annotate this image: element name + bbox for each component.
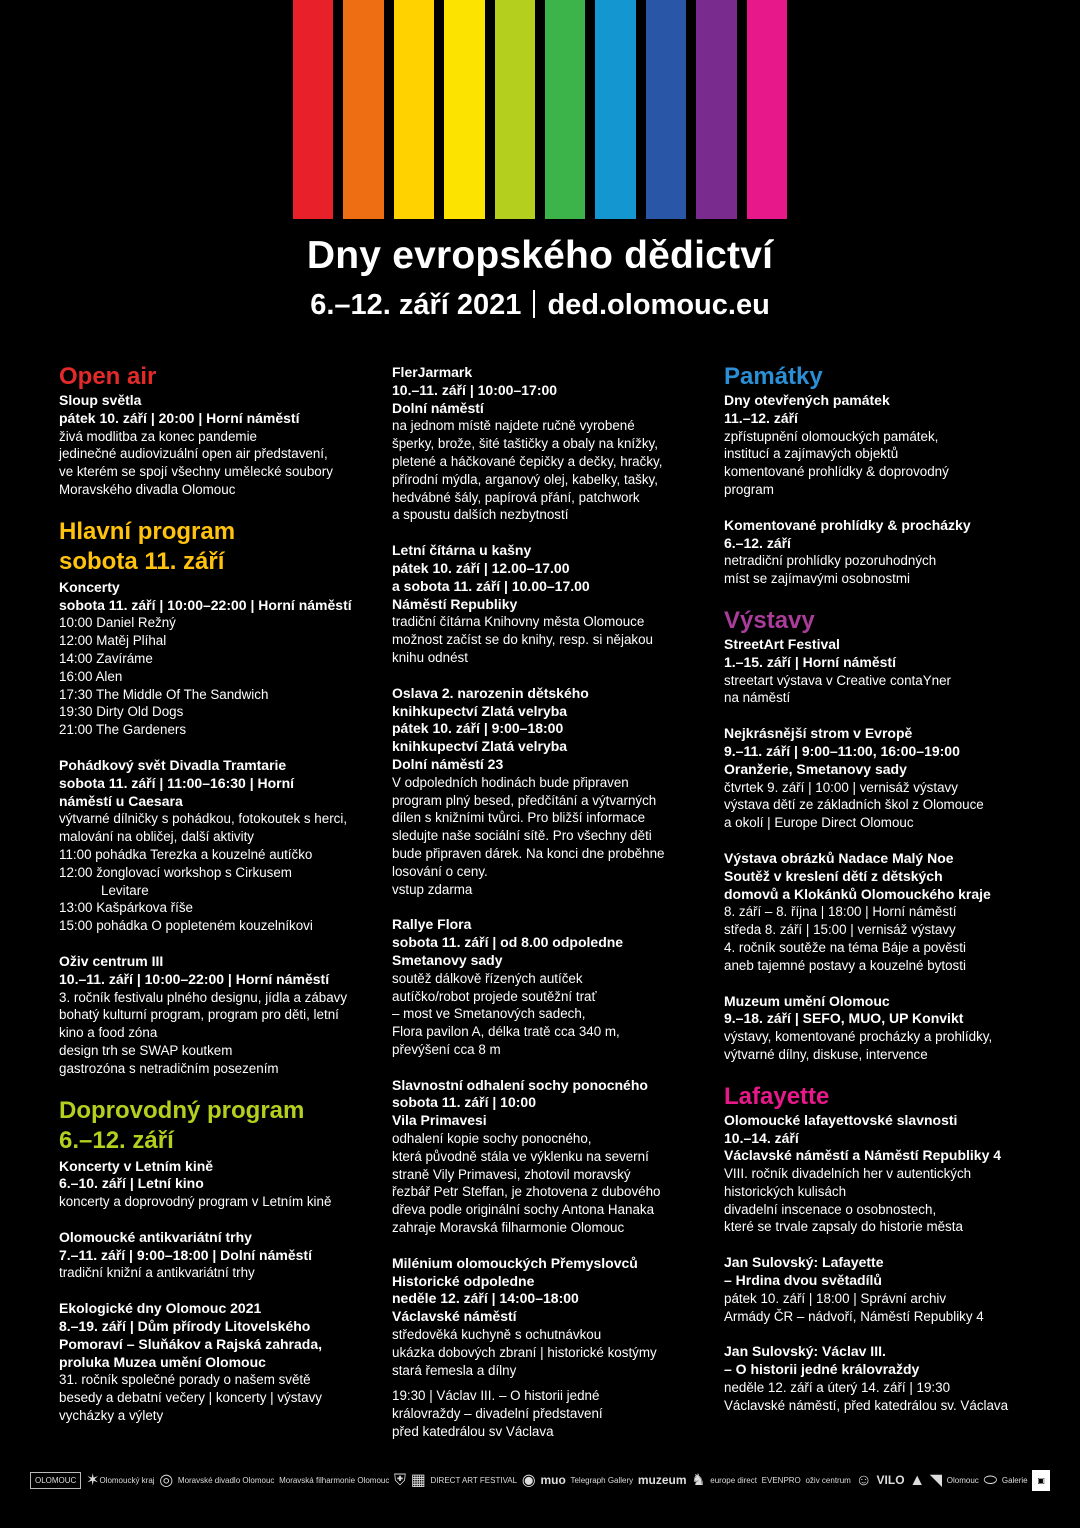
event-when: 6.–12. září xyxy=(724,534,791,551)
event-desc: Václavské náměstí, před katedrálou sv. Václava xyxy=(724,1397,1009,1413)
seal-icon: ◉ xyxy=(521,1471,536,1489)
event-when: náměstí u Caesara xyxy=(59,792,183,809)
event-desc: sledujte naše sociální sítě. Pro všechny děti xyxy=(392,828,652,844)
section-title-open-air: Open air xyxy=(59,363,157,390)
event-dny-otevrenych-pamatek xyxy=(724,392,1029,499)
event-desc: řezbář Petr Steffan, je zhotovena z dubového xyxy=(392,1184,661,1200)
event-name: Oživ centrum III xyxy=(59,952,164,969)
circle-icon: ◎ xyxy=(159,1471,174,1489)
oval-icon: ⬭ xyxy=(983,1471,998,1489)
event-desc: 19:30 Dirty Old Dogs xyxy=(59,704,184,720)
section-title-doprovodny: Doprovodný program xyxy=(59,1096,305,1124)
event-when: pátek 10. září | 9:00–18:00 xyxy=(392,720,564,737)
event-when: Václavské náměstí xyxy=(392,1308,517,1325)
event-name: domovů a Klokánků Olomouckého kraje xyxy=(724,885,991,902)
event-desc: Flora pavilon A, délka tratě cca 340 m, xyxy=(392,1024,620,1040)
event-lafayettovske-slavnosti xyxy=(724,1112,1029,1237)
event-desc: 19:30 | Václav III. – O historii jedné xyxy=(392,1388,600,1404)
event-desc: na náměstí xyxy=(724,690,791,706)
logo-evenpro: EVENPRO xyxy=(761,1475,801,1485)
grid-icon: ▦ xyxy=(410,1471,426,1489)
event-when: Smetanovy sady xyxy=(392,951,503,968)
event-desc: divadelní inscenace o osobnostech, xyxy=(724,1201,937,1217)
stripe-red xyxy=(293,0,333,219)
event-maly-noe xyxy=(724,850,1029,975)
event-desc: program plný besed, předčítání a výtvarných xyxy=(392,792,657,808)
event-flerjarmark xyxy=(392,364,692,524)
logo-whale xyxy=(929,1471,943,1489)
event-desc: VIII. ročník divadelních her v autentických xyxy=(724,1166,972,1182)
event-name: Komentované prohlídky & procházky xyxy=(724,516,971,533)
event-desc: výtvarné dílny, diskuse, intervence xyxy=(724,1046,928,1062)
stripe-magenta xyxy=(747,0,787,219)
event-desc: před katedrálou sv Václava xyxy=(392,1424,554,1440)
event-when: Dolní náměstí xyxy=(392,399,484,416)
event-desc: 11:00 pohádka Terezka a kouzelné autíčko xyxy=(59,846,313,862)
event-name: Dny otevřených památek xyxy=(724,392,890,408)
event-desc: malování na obličej, další aktivity xyxy=(59,829,255,845)
event-pohadkovy-svet xyxy=(59,757,364,935)
event-desc: knihu odnést xyxy=(392,649,468,665)
spacer xyxy=(392,1379,692,1387)
event-komentovane-prohlidky xyxy=(724,517,1029,588)
event-name: Muzeum umění Olomouc xyxy=(724,992,890,1009)
event-desc: 17:30 The Middle Of The Sandwich xyxy=(59,686,269,702)
event-when: 6.–10. září | Letní kino xyxy=(59,1175,204,1192)
event-when: Oranžerie, Smetanovy sady xyxy=(724,760,907,777)
event-when: sobota 11. září | 10:00 xyxy=(392,1094,536,1111)
event-desc: soutěž dálkově řízených autíček xyxy=(392,970,583,986)
stripe-blue xyxy=(646,0,686,219)
event-name: FlerJarmark xyxy=(392,364,473,380)
event-desc: gastrozóna s netradičním posezením xyxy=(59,1060,279,1076)
star-icon: ✶ xyxy=(86,1471,100,1489)
event-desc: Moravského divadla Olomouc xyxy=(59,481,236,497)
event-desc: 15:00 pohádka O popleteném kouzelníkovi xyxy=(59,918,313,934)
event-desc: neděle 12. září a úterý 14. září | 19:30 xyxy=(724,1380,951,1396)
event-name: Pohádkový svět Divadla Tramtarie xyxy=(59,756,287,773)
event-name: Oslava 2. narozenin dětského xyxy=(392,684,589,701)
crest-icon: ⛨ xyxy=(394,1471,407,1489)
separator xyxy=(533,290,535,318)
logo-bird xyxy=(909,1471,926,1489)
event-desc: možnost začíst se do knihy, resp. si nějakou xyxy=(392,632,653,648)
person-icon: ☺ xyxy=(855,1471,872,1489)
event-name: Olomoucké lafayettovské slavnosti xyxy=(724,1111,958,1128)
event-when: 8.–19. září | Dům přírody Litovelského xyxy=(59,1318,311,1335)
event-when: sobota 11. září | od 8.00 odpoledne xyxy=(392,934,624,951)
event-desc: 4. ročník soutěže na téma Báje a pověsti xyxy=(724,939,966,955)
stripe-yellow xyxy=(444,0,484,219)
page-subtitle xyxy=(0,289,1080,322)
logo-muo: muo xyxy=(540,1472,566,1487)
event-name: StreetArt Festival xyxy=(724,635,840,652)
section-title-vystavy: Výstavy xyxy=(724,606,815,634)
logo-galerie: Galerie xyxy=(1001,1475,1028,1485)
event-desc: ve kterém se spojí všechny umělecké soubory xyxy=(59,464,333,480)
event-desc: besedy a debatní večery | koncerty | výstavy xyxy=(59,1390,322,1406)
event-when: Pomoraví – Sluňákov a Rajská zahrada, xyxy=(59,1335,323,1352)
event-hrdina-dvou-svetadilu xyxy=(724,1254,1029,1325)
event-name: Letní čítárna u kašny xyxy=(392,542,532,559)
event-desc: a okolí | Europe Direct Olomouc xyxy=(724,815,914,831)
event-desc: koncerty a doprovodný program v Letním kině xyxy=(59,1194,332,1210)
event-when: 1.–15. září | Horní náměstí xyxy=(724,653,896,670)
event-ekologicke-dny xyxy=(59,1300,364,1425)
logo-direct-art: DIRECT ART FESTIVAL xyxy=(430,1475,518,1485)
event-desc: 12:00 žonglovací workshop s Cirkusem xyxy=(59,864,292,880)
square-icon: ▣ xyxy=(1037,1475,1045,1485)
event-desc: 31. ročník společné porady o našem světě xyxy=(59,1372,311,1388)
event-desc: ukázka dobových zbraní | historické kostýmy xyxy=(392,1344,657,1360)
stripe-cyan xyxy=(595,0,635,219)
event-when: 10.–11. září | 10:00–22:00 | Horní náměstí xyxy=(59,970,330,987)
event-name: Milénium olomouckých Přemyslovců xyxy=(392,1254,638,1271)
event-name: Soutěž v kreslení dětí z dětských xyxy=(724,867,943,884)
event-when: 11.–12. září xyxy=(724,409,798,426)
event-desc: 13:00 Kašpárkova říše xyxy=(59,900,193,916)
event-desc: 3. ročník festivalu plného designu, jídla a zábavy xyxy=(59,989,348,1005)
event-desc: hedvábné šály, papírová přání, patchwork xyxy=(392,489,640,505)
event-url[interactable]: ded.olomouc.eu xyxy=(547,289,770,321)
event-name: Jan Sulovský: Václav III. xyxy=(724,1343,886,1360)
event-desc: 14:00 Zavíráme xyxy=(59,650,153,666)
event-desc: čtvrtek 9. září | 10:00 | vernisáž výstavy xyxy=(724,779,958,795)
partner-logos xyxy=(30,1462,1050,1498)
event-desc: Armády ČR – nádvoří, Náměstí Republiky 4 xyxy=(724,1308,984,1324)
event-antikvariatni-trhy xyxy=(59,1229,364,1282)
event-desc: jedinečné audiovizuální open air představení, xyxy=(59,446,328,462)
event-desc: která původně stála ve výklenku na severní xyxy=(392,1148,649,1164)
event-desc: Levitare xyxy=(101,882,149,898)
event-desc: výstava dětí ze základních škol z Olomouce xyxy=(724,797,984,813)
event-desc: program xyxy=(724,481,774,497)
section-subtitle-doprovodny: 6.–12. září xyxy=(59,1126,174,1154)
event-when: 7.–11. září | 9:00–18:00 | Dolní náměstí xyxy=(59,1246,312,1263)
event-name: Koncerty xyxy=(59,578,120,595)
logo-oval xyxy=(983,1471,998,1489)
rainbow-stripes xyxy=(293,0,787,219)
event-letni-citarna xyxy=(392,542,692,667)
event-desc: šperky, brože, šité taštičky a obaly na knížky, xyxy=(392,436,658,452)
event-desc: královraždy – divadelní představení xyxy=(392,1406,603,1422)
logo-muzeum: muzeum xyxy=(637,1472,687,1487)
stripe-green xyxy=(545,0,585,219)
event-desc: středa 8. září | 15:00 | vernisáž výstavy xyxy=(724,922,956,938)
event-desc: na jednom místě najdete ručně vyrobené xyxy=(392,418,635,434)
logo-circle xyxy=(159,1471,174,1489)
event-desc: živá modlitba za konec pandemie xyxy=(59,428,257,444)
event-rallye-flora xyxy=(392,916,692,1058)
event-desc: stará řemesla a dílny xyxy=(392,1362,517,1378)
logo-telegraph: Telegraph Gallery xyxy=(570,1475,634,1485)
event-desc: bude připraven dárek. Na konci dne proběhne xyxy=(392,845,665,861)
event-koncerty xyxy=(59,579,364,739)
event-when: Dolní náměstí 23 xyxy=(392,755,504,772)
event-oslava-zlata-velryba xyxy=(392,685,692,899)
logo-crest xyxy=(394,1471,407,1489)
column-middle xyxy=(392,364,692,1459)
stripe-purple xyxy=(696,0,736,219)
event-desc: výstavy, komentované procházky a prohlídky, xyxy=(724,1029,993,1045)
event-desc: komentované prohlídky & doprovodný xyxy=(724,464,949,480)
event-desc: 10:00 Daniel Režný xyxy=(59,615,176,631)
whale-icon: ◥ xyxy=(929,1471,943,1489)
event-name: Koncerty v Letním kině xyxy=(59,1157,214,1174)
stripe-lime xyxy=(495,0,535,219)
logo-europe-direct: europe direct xyxy=(710,1475,757,1485)
event-desc: 16:00 Alen xyxy=(59,668,123,684)
event-desc: vycházky a výlety xyxy=(59,1408,164,1424)
event-desc: odhalení kopie sochy ponocného, xyxy=(392,1131,592,1147)
event-desc: vstup zdarma xyxy=(392,881,473,897)
figure-icon: ♞ xyxy=(691,1471,706,1489)
event-desc: pletené a háčkované čepičky a dečky, hračky, xyxy=(392,453,663,469)
event-desc: výtvarné dílničky s pohádkou, fotokoutek s herci, xyxy=(59,811,348,827)
section-title-pamatky: Památky xyxy=(724,363,823,390)
event-when: 9.–11. září | 9:00–11:00, 16:00–19:00 xyxy=(724,742,960,759)
event-desc: bohatý kulturní program, program pro děti, letní xyxy=(59,1007,339,1023)
event-nejkrasnejsi-strom xyxy=(724,725,1029,832)
section-title-hlavni: Hlavní program xyxy=(59,517,236,545)
event-desc: přírodní mýdla, arganový olej, kabelky, tašky, xyxy=(392,471,658,487)
event-name: – O historii jedné královraždy xyxy=(724,1361,920,1378)
logo-olomouc-turismus: Olomouc xyxy=(946,1475,979,1485)
event-name: Jan Sulovský: Lafayette xyxy=(724,1254,884,1271)
logo-olomouc: OLOMOUC xyxy=(30,1472,81,1489)
event-sloup-svetla xyxy=(59,392,364,499)
event-name: knihkupectví Zlatá velryba xyxy=(392,702,568,719)
event-desc: streetart výstava v Creative contaYner xyxy=(724,672,951,688)
event-desc: pátek 10. září | 18:00 | Správní archiv xyxy=(724,1290,947,1306)
logo-filharmonie: Moravská filharmonie Olomouc xyxy=(279,1475,390,1485)
section-title-lafayette: Lafayette xyxy=(724,1082,830,1110)
event-desc: 12:00 Matěj Plíhal xyxy=(59,633,167,649)
event-desc: straně Vily Primavesi, zhotovil moravský xyxy=(392,1166,631,1182)
event-name: Ekologické dny Olomouc 2021 xyxy=(59,1300,262,1317)
event-desc: autíčko/robot projede soutěžní trať xyxy=(392,988,597,1004)
event-vaclav-iii xyxy=(724,1343,1029,1414)
event-milenium xyxy=(392,1255,692,1441)
event-name: Slavnostní odhalení sochy ponocného xyxy=(392,1076,648,1093)
event-name: Výstava obrázků Nadace Malý Noe xyxy=(724,849,954,866)
event-desc: historických kulisách xyxy=(724,1183,847,1199)
section-subtitle-hlavni: sobota 11. září xyxy=(59,547,225,575)
logo-grid xyxy=(410,1471,426,1489)
event-desc: – most ve Smetanových sadech, xyxy=(392,1006,586,1022)
event-desc: dřeva podle originální sochy Antona Hanaka xyxy=(392,1202,655,1218)
event-when: knihkupectví Zlatá velryba xyxy=(392,738,568,755)
event-desc: tradiční knižní a antikvariátní trhy xyxy=(59,1265,255,1281)
event-when: sobota 11. září | 11:00–16:30 | Horní xyxy=(59,774,295,791)
event-desc: losování o ceny. xyxy=(392,863,488,879)
event-when: pátek 10. září | 20:00 | Horní náměstí xyxy=(59,409,300,426)
event-letni-kino xyxy=(59,1158,364,1211)
event-when: Náměstí Republiky xyxy=(392,595,518,612)
stripe-orange xyxy=(343,0,383,219)
column-right xyxy=(724,362,1029,1433)
event-when: proluka Muzea umění Olomouc xyxy=(59,1353,266,1370)
logo-oziv-centrum: oživ centrum xyxy=(805,1475,851,1485)
event-desc: netradiční prohlídky pozoruhodných xyxy=(724,553,937,569)
logo-figure xyxy=(691,1471,706,1489)
event-oziv-centrum xyxy=(59,953,364,1078)
event-desc: 21:00 The Gardeners xyxy=(59,722,187,738)
event-name: – Hrdina dvou světadílů xyxy=(724,1272,882,1289)
event-desc: V odpoledních hodinách bude připraven xyxy=(392,774,629,790)
event-desc: kino a food zóna xyxy=(59,1025,158,1041)
event-name: Sloup světla xyxy=(59,392,142,408)
event-when: Vila Primavesi xyxy=(392,1112,487,1129)
logo-olomoucky-kraj: ✶ Olomoucký kraj xyxy=(86,1471,155,1489)
event-name: Olomoucké antikvariátní trhy xyxy=(59,1228,252,1245)
event-desc: 8. září – 8. října | 18:00 | Horní náměstí xyxy=(724,904,957,920)
event-when: 10.–11. září | 10:00–17:00 xyxy=(392,381,558,398)
logo-moravske-divadlo: Moravské divadlo Olomouc xyxy=(177,1475,275,1485)
event-desc: zpřístupnění olomouckých památek, xyxy=(724,428,939,444)
event-name: Rallye Flora xyxy=(392,916,472,933)
event-desc: aneb tajemné postavy a kouzelné bytosti xyxy=(724,957,966,973)
logo-vilo: VILO xyxy=(876,1472,905,1487)
stripe-amber xyxy=(394,0,434,219)
event-when: neděle 12. září | 14:00–18:00 xyxy=(392,1290,579,1307)
event-date: 6.–12. září 2021 xyxy=(310,289,522,321)
event-when: sobota 11. září | 10:00–22:00 | Horní náměstí xyxy=(59,596,352,613)
event-desc: převýšení cca 8 m xyxy=(392,1041,501,1057)
event-desc: a spoustu dalších nezbytností xyxy=(392,507,569,523)
event-when: 9.–18. září | SEFO, MUO, UP Konvikt xyxy=(724,1010,964,1027)
event-desc: které se trvale zapsaly do historie města xyxy=(724,1219,963,1235)
event-desc: zahraje Moravská filharmonie Olomouc xyxy=(392,1220,625,1236)
event-desc: institucí a zajímavých objektů xyxy=(724,446,899,462)
event-desc: design trh se SWAP koutkem xyxy=(59,1042,233,1058)
event-desc: míst se zajímavými osobnostmi xyxy=(724,571,911,587)
logo-person xyxy=(855,1471,872,1489)
event-name: Historické odpoledne xyxy=(392,1272,535,1289)
column-left xyxy=(59,362,364,1443)
event-odhaleni-sochy xyxy=(392,1077,692,1237)
event-desc: tradiční čítárna Knihovny města Olomouce xyxy=(392,614,645,630)
logo-seal xyxy=(521,1471,536,1489)
page-title: Dny evropského dědictví xyxy=(306,234,774,277)
event-muzeum-umeni xyxy=(724,993,1029,1064)
event-when: a sobota 11. září | 10.00–17.00 xyxy=(392,577,590,594)
event-desc: dílen s knižními tvůrci. Pro bližší informace xyxy=(392,810,646,826)
event-desc: středověká kuchyně s ochutnávkou xyxy=(392,1327,602,1343)
event-name: Nejkrásnější strom v Evropě xyxy=(724,725,913,742)
bird-icon: ▲ xyxy=(909,1471,926,1489)
event-when: Václavské náměstí a Náměstí Republiky 4 xyxy=(724,1147,1002,1164)
logo-square xyxy=(1032,1470,1050,1491)
event-when: 10.–14. září xyxy=(724,1129,799,1146)
event-streetart xyxy=(724,636,1029,707)
event-when: pátek 10. září | 12.00–17.00 xyxy=(392,559,570,576)
